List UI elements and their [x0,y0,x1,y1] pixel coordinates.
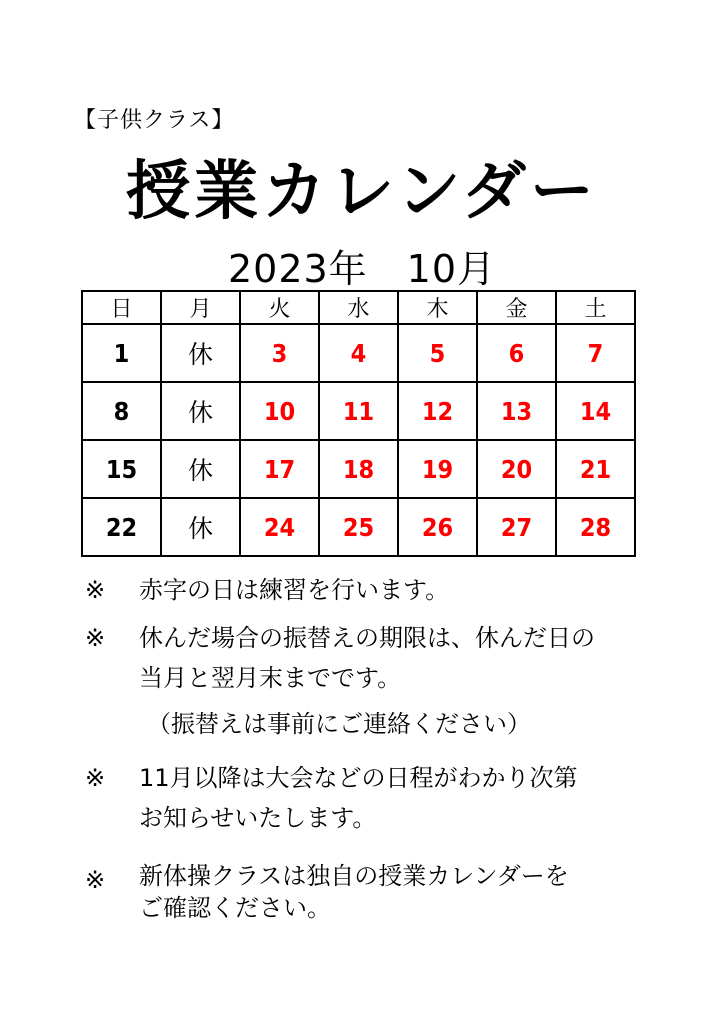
closed-cell: 休 [161,498,240,556]
note-mark: ※ [85,866,106,894]
calendar-table [81,290,636,557]
practice-day-cell: 27 [477,498,556,556]
practice-day-cell: 10 [240,382,319,440]
note-mark: ※ [85,624,106,652]
weekday-sat: 土 [556,291,635,324]
practice-day-cell: 4 [319,324,398,382]
note-november-schedule [85,758,705,838]
practice-day-cell: 18 [319,440,398,498]
weekday-tue: 火 [240,291,319,324]
day-cell: 8 [82,382,161,440]
note-text [139,860,705,924]
page-title: 授業カレンダー [126,155,598,229]
practice-day-cell: 13 [477,382,556,440]
note-line: お知らせいたします。 [139,804,377,832]
practice-day-cell: 19 [398,440,477,498]
note-line: 休んだ場合の振替えの期限は、休んだ日の [139,624,595,652]
practice-day-cell: 20 [477,440,556,498]
note-line: 当月と翌月末までです。 [139,664,402,692]
weekday-fri: 金 [477,291,556,324]
note-text [139,570,705,610]
weekday-wed: 水 [319,291,398,324]
closed-cell: 休 [161,440,240,498]
practice-day-cell: 17 [240,440,319,498]
note-text [139,758,705,838]
calendar-month: 2023年 10月 [227,247,497,291]
practice-day-cell: 5 [398,324,477,382]
practice-day-cell: 21 [556,440,635,498]
practice-day-cell: 6 [477,324,556,382]
weekday-header-row [82,291,635,324]
week-row [82,382,635,440]
week-row [82,440,635,498]
day-cell: 1 [82,324,161,382]
closed-cell: 休 [161,382,240,440]
note-line: 赤字の日は練習を行います。 [139,576,450,604]
note-line: ご確認ください。 [139,894,331,922]
weekday-thu: 木 [398,291,477,324]
practice-day-cell: 11 [319,382,398,440]
note-line: （振替えは事前にご連絡ください） [147,710,531,738]
class-label: 【子供クラス】 [74,108,235,133]
practice-day-cell: 25 [319,498,398,556]
week-row [82,324,635,382]
practice-day-cell: 26 [398,498,477,556]
day-cell: 22 [82,498,161,556]
note-text [139,618,705,744]
note-rhythmic-gymnastics [85,860,705,924]
practice-day-cell: 14 [556,382,635,440]
note-makeup-deadline [85,618,705,744]
practice-day-cell: 3 [240,324,319,382]
closed-cell: 休 [161,324,240,382]
note-mark: ※ [85,576,106,604]
week-row [82,498,635,556]
weekday-sun: 日 [82,291,161,324]
weekday-mon: 月 [161,291,240,324]
day-cell: 15 [82,440,161,498]
practice-day-cell: 24 [240,498,319,556]
notes-section [85,570,705,924]
practice-day-cell: 12 [398,382,477,440]
note-line: 11月以降は大会などの日程がわかり次第 [139,764,578,792]
practice-day-cell: 28 [556,498,635,556]
practice-day-cell: 7 [556,324,635,382]
note-practice-days [85,570,705,610]
note-line: 新体操クラスは独自の授業カレンダーを [139,862,569,890]
note-mark: ※ [85,764,106,792]
